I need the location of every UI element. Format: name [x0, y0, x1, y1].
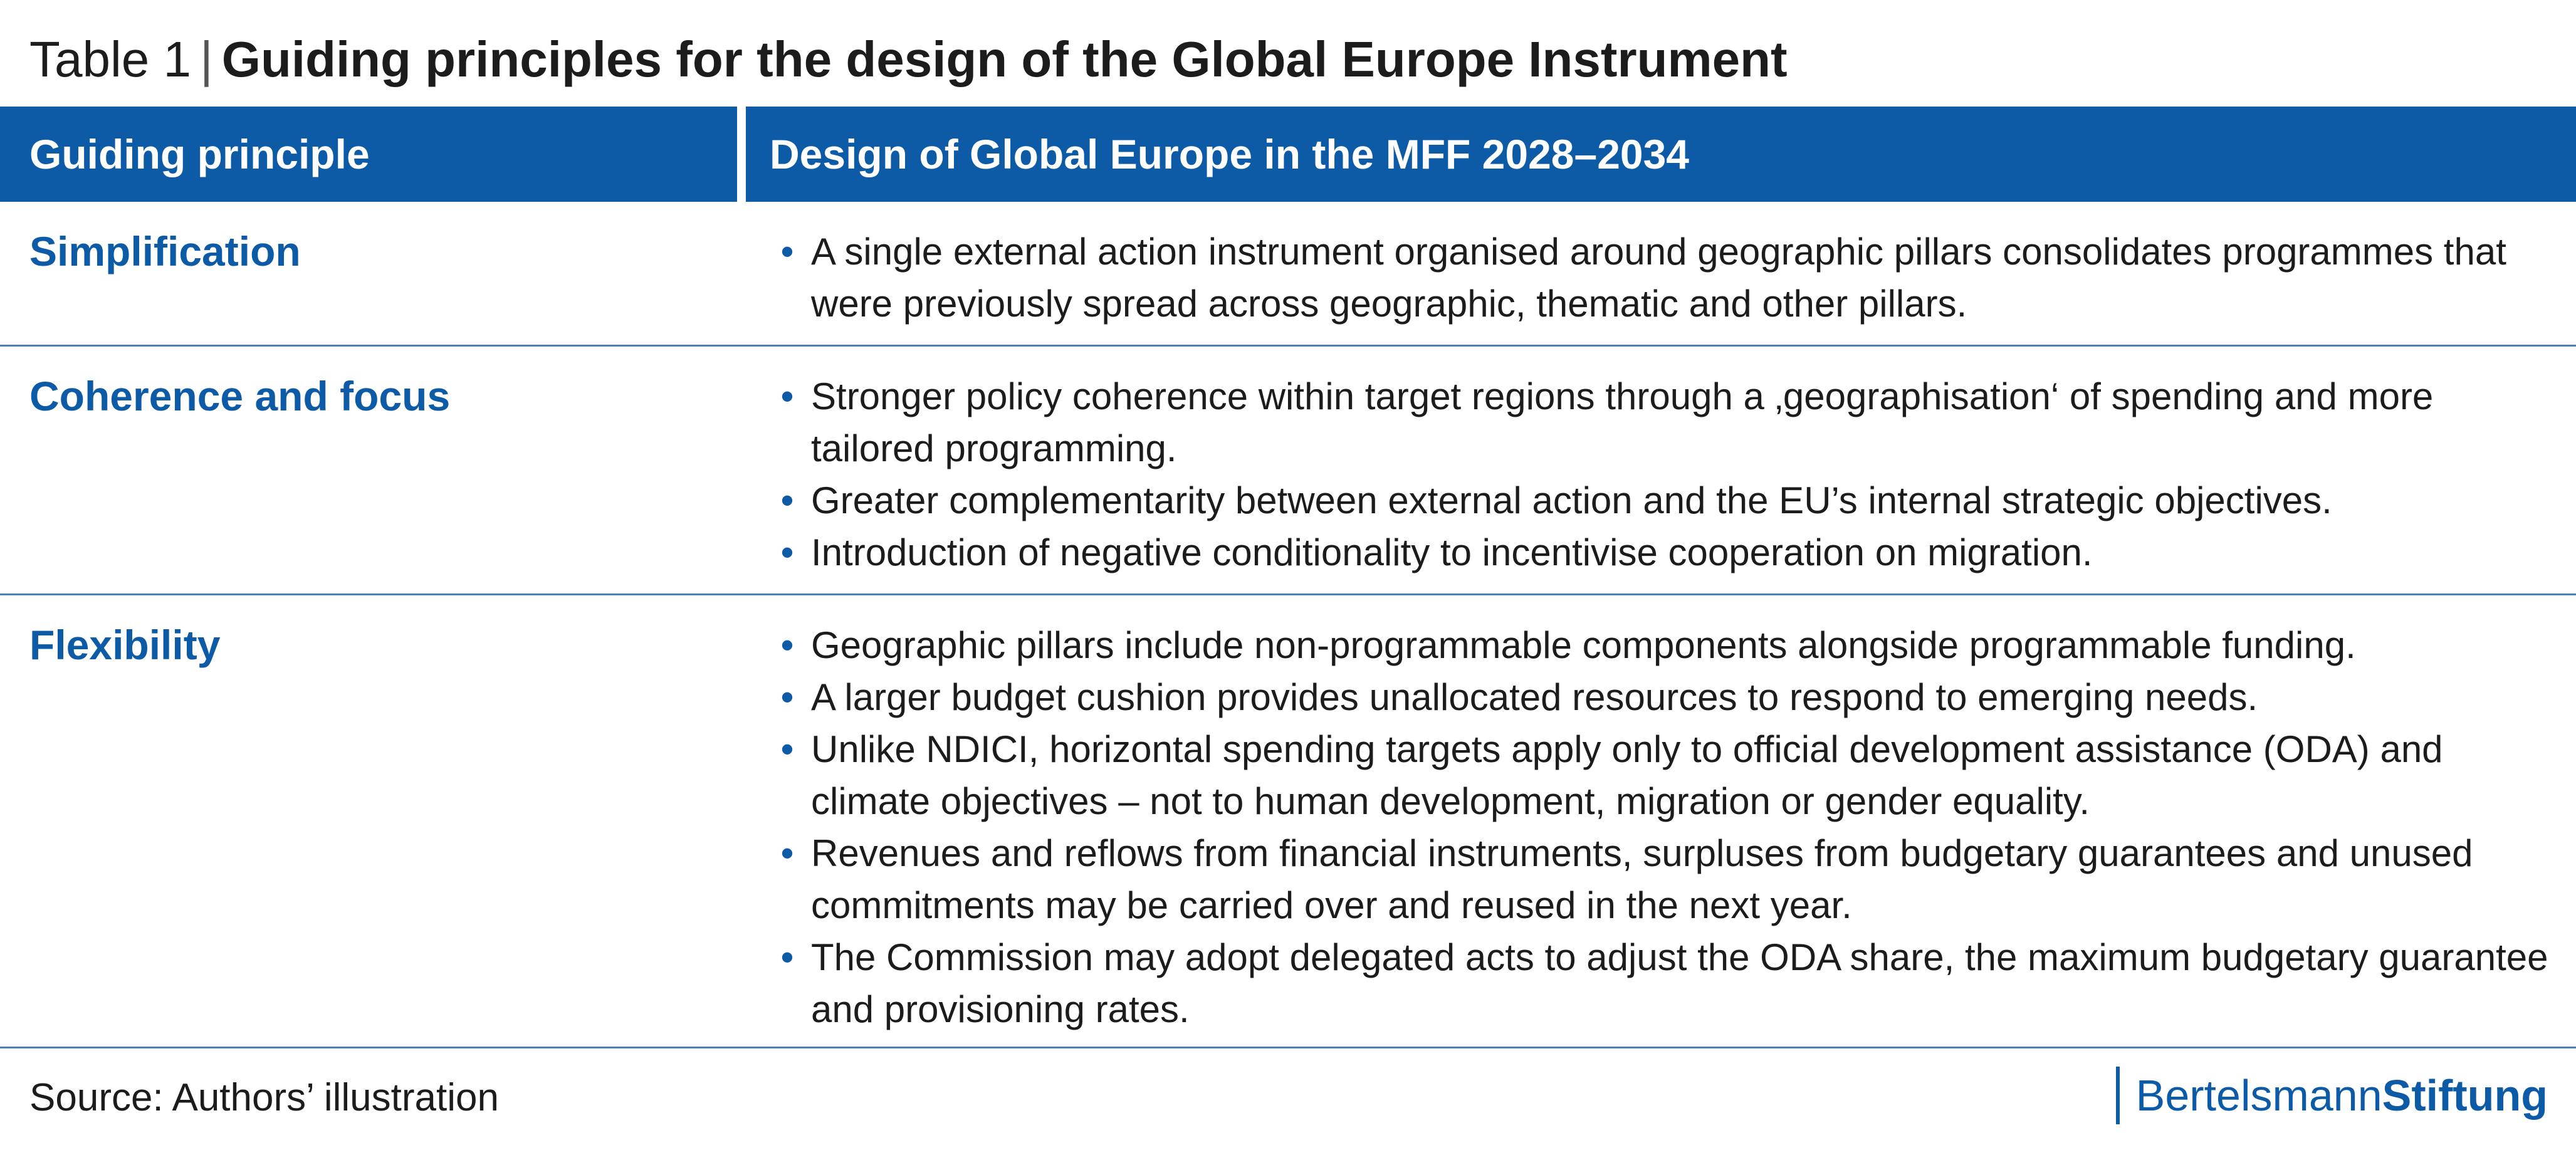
table-footer: [0, 1053, 2576, 1141]
list-item: [775, 723, 2555, 827]
principle-simplification: Simplification: [29, 228, 301, 274]
principle-flexibility: Flexibility: [29, 622, 221, 668]
table-row: [0, 202, 2576, 347]
title-separator: |: [199, 31, 213, 87]
list-item: [775, 619, 2555, 671]
bullet-icon: •: [780, 832, 794, 874]
table-title-text: Guiding principles for the design of the Global Europe Instrument: [221, 31, 1788, 87]
list-item-text: Geographic pillars include non-programmable components alongside programmable funding.: [811, 624, 2356, 666]
table-number: Table 1: [29, 31, 191, 87]
bullet-icon: •: [780, 676, 794, 718]
bullet-icon: •: [780, 375, 794, 417]
table-title: [29, 25, 1788, 94]
list-item: [775, 827, 2555, 931]
principle-coherence-and-focus: Coherence and focus: [29, 373, 451, 419]
bullet-icon: •: [780, 936, 794, 978]
list-item-text: Revenues and reflows from financial instruments, surpluses from budgetary guarantees and unused commitments may be carried over and reused in the next year.: [811, 832, 2473, 926]
bullet-icon: •: [780, 531, 794, 573]
bertelsmann-stiftung-logo: [2116, 1067, 2548, 1124]
list-item: [775, 370, 2555, 474]
logo-text-bertelsmann: Bertelsmann: [2135, 1071, 2382, 1120]
design-list: [775, 347, 2555, 578]
header-guiding-principle: Guiding principle: [29, 131, 370, 177]
design-list: [775, 202, 2555, 330]
list-item: [775, 931, 2555, 1035]
list-item: [775, 671, 2555, 723]
list-item-text: Introduction of negative conditionality to incentivise cooperation on migration.: [811, 531, 2093, 573]
header-design: Design of Global Europe in the MFF 2028–2034: [770, 131, 1690, 177]
list-item-text: Stronger policy coherence within target regions through a ‚geographisation‘ of spending and more tailored programming.: [811, 375, 2434, 469]
list-item: [775, 226, 2555, 330]
table-row: [0, 595, 2576, 1048]
list-item-text: A single external action instrument organised around geographic pillars consolidates programmes that were previously spread across geographic, thematic and other pillars.: [811, 231, 2506, 325]
logo-text-stiftung: Stiftung: [2382, 1071, 2548, 1120]
table-row: [0, 347, 2576, 595]
logo-bar: [2116, 1067, 2120, 1124]
list-item: [775, 474, 2555, 526]
bullet-icon: •: [780, 479, 794, 521]
header-column-divider: [737, 107, 746, 202]
source-note: Source: Authors’ illustration: [29, 1076, 499, 1119]
list-item: [775, 526, 2555, 578]
bullet-icon: •: [780, 231, 794, 273]
bullet-icon: •: [780, 624, 794, 666]
list-item-text: Unlike NDICI, horizontal spending targets apply only to official development assistance (ODA) and climate objectives – not to human development, migration or gender equality.: [811, 728, 2443, 822]
table-header: [0, 107, 2576, 202]
list-item-text: Greater complementarity between external action and the EU’s internal strategic objectives.: [811, 479, 2332, 521]
design-list: [775, 595, 2555, 1035]
table-body: [0, 202, 2576, 1048]
list-item-text: The Commission may adopt delegated acts to adjust the ODA share, the maximum budgetary guarantee and provisioning rates.: [811, 936, 2548, 1030]
list-item-text: A larger budget cushion provides unallocated resources to respond to emerging needs.: [811, 676, 2258, 718]
bullet-icon: •: [780, 728, 794, 770]
